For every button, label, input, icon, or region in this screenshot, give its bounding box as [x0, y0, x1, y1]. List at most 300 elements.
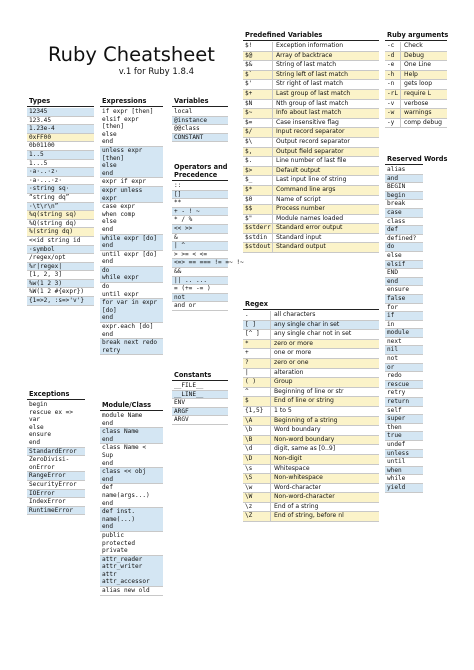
- constants-list: [172, 382, 228, 425]
- types-item: ·\t\r\n”: [27, 203, 94, 212]
- predefined-row: [243, 176, 379, 186]
- predefined-row: [243, 196, 379, 206]
- module-class-item: module Name end: [100, 412, 163, 428]
- row-description: Case insensitive flag: [276, 118, 339, 126]
- predefined-row: [243, 157, 379, 167]
- row-key: $$: [243, 205, 273, 214]
- reserved-words-heading: Reserved Words: [387, 155, 448, 163]
- row-key: $': [243, 80, 273, 89]
- row-key: $~: [243, 109, 273, 118]
- reserved-words-section: [385, 154, 448, 493]
- reserved-item: break: [385, 200, 423, 209]
- predefined-row: [243, 71, 379, 81]
- module-class-item: def inst. name(...) end: [100, 508, 163, 532]
- reserved-item: alias: [385, 166, 423, 175]
- expressions-item: unless expr [then] else end: [100, 147, 163, 178]
- row-key: $stdin: [243, 234, 273, 243]
- row-key: ^: [243, 388, 271, 397]
- operators-item: << >>: [172, 225, 228, 234]
- reserved-item: and: [385, 175, 423, 184]
- operators-item: = (+= -= ): [172, 285, 228, 294]
- types-item: ·a·..·z·: [27, 168, 94, 177]
- row-description: Help: [404, 70, 418, 78]
- operators-item: | ^: [172, 242, 228, 251]
- row-key: -d: [385, 52, 401, 61]
- ruby-args-row: [385, 119, 447, 129]
- predefined-row: [243, 167, 379, 177]
- expressions-item: expr if expr: [100, 178, 163, 187]
- row-description: Process number: [276, 205, 325, 213]
- reserved-item: while: [385, 475, 423, 484]
- row-key: $`: [243, 71, 273, 80]
- regex-row: [243, 465, 379, 475]
- row-description: Exception information: [276, 42, 344, 49]
- regex-row: [243, 397, 379, 407]
- predefined-row: [243, 215, 379, 225]
- predefined-row: [243, 109, 379, 119]
- row-description: Standard error output: [276, 224, 343, 232]
- row-description: End of line or string: [274, 397, 334, 405]
- types-item: %W(1 2 #{expr}): [27, 288, 94, 297]
- row-key: ( ): [243, 378, 271, 387]
- module-class-item: def name(args...) end: [100, 484, 163, 508]
- row-key: +: [243, 349, 271, 358]
- expressions-item: until expr [do] end: [100, 251, 163, 267]
- row-key: $.: [243, 157, 273, 166]
- row-description: End of a string: [274, 502, 319, 510]
- types-item: <<id string id: [27, 237, 94, 246]
- row-description: warnings: [404, 109, 432, 117]
- reserved-item: self: [385, 407, 423, 416]
- row-description: Beginning of a string: [274, 416, 338, 424]
- module-class-item: class Name end: [100, 428, 163, 444]
- expressions-item: break next redo retry: [100, 339, 163, 355]
- row-key: -n: [385, 80, 401, 89]
- operators-item: not: [172, 294, 228, 303]
- operators-item: * / %: [172, 216, 228, 225]
- predefined-row: [243, 42, 379, 52]
- regex-row: [243, 388, 379, 398]
- exceptions-item: SecurityError: [27, 481, 85, 490]
- types-item: 1...5: [27, 160, 94, 169]
- row-description: Name of script: [276, 195, 321, 203]
- operators-item: || .. ...: [172, 277, 228, 286]
- expressions-heading: Expressions: [100, 96, 163, 107]
- reserved-item: BEGIN: [385, 183, 423, 192]
- module-class-item: class Name < Sup end: [100, 444, 163, 468]
- regex-row: [243, 503, 379, 513]
- regex-row: [243, 369, 379, 379]
- ruby-arguments-heading: Ruby arguments: [387, 31, 449, 39]
- regex-row: [243, 474, 379, 484]
- module-class-section: [100, 400, 163, 596]
- operators-section: [172, 162, 244, 311]
- types-item: ·string sq·: [27, 185, 94, 194]
- ruby-args-row: [385, 90, 447, 100]
- row-description: Output record separator: [276, 137, 350, 145]
- reserved-item: rescue: [385, 381, 423, 390]
- operators-item: and or: [172, 302, 228, 311]
- variables-item: @@class: [172, 125, 228, 134]
- row-description: Command line args: [276, 185, 336, 193]
- row-key: $/: [243, 128, 273, 137]
- variables-heading: Variables: [172, 96, 228, 107]
- row-description: Word boundary: [274, 426, 321, 434]
- predefined-row: [243, 61, 379, 71]
- reserved-item: elsif: [385, 261, 423, 270]
- row-description: Non-digit: [274, 454, 302, 462]
- regex-row: [243, 436, 379, 446]
- row-key: \w: [243, 484, 271, 493]
- row-description: any single char not in set: [274, 330, 352, 338]
- row-key: $@: [243, 52, 273, 61]
- predefined-row: [243, 243, 379, 253]
- reserved-words-list: [385, 166, 423, 493]
- ruby-args-row: [385, 109, 447, 119]
- row-description: Line number of last file: [276, 157, 347, 165]
- reserved-item: or: [385, 364, 423, 373]
- reserved-item: return: [385, 398, 423, 407]
- regex-row: [243, 349, 379, 359]
- exceptions-list: [27, 401, 85, 515]
- row-description: Array of backtrace: [276, 51, 333, 59]
- types-item: 0b01100: [27, 142, 94, 151]
- row-description: comp debug: [404, 118, 443, 126]
- row-key: $": [243, 215, 273, 224]
- reserved-item: nil: [385, 346, 423, 355]
- row-key: $+: [243, 90, 273, 99]
- predefined-row: [243, 80, 379, 90]
- exceptions-item: RuntimeError: [27, 507, 85, 516]
- types-item: /regex/opt: [27, 254, 94, 263]
- variables-section: [172, 96, 228, 142]
- types-item: 1..5: [27, 151, 94, 160]
- row-description: all characters: [274, 311, 316, 318]
- row-key: $=: [243, 119, 273, 128]
- reserved-item: for: [385, 304, 423, 313]
- row-description: String left of last match: [276, 70, 348, 78]
- operators-item: &: [172, 234, 228, 243]
- regex-row: [243, 445, 379, 455]
- types-section: [27, 96, 94, 306]
- regex-row: [243, 359, 379, 369]
- types-item: 1.23e-4: [27, 125, 94, 134]
- row-key: -y: [385, 119, 401, 128]
- variables-item: local: [172, 108, 228, 117]
- module-class-item: attr_reader attr_writer attr attr_accessor: [100, 556, 163, 587]
- row-description: any single char in set: [274, 320, 340, 328]
- row-description: verbose: [404, 99, 429, 107]
- constants-item: ARGF: [172, 408, 228, 417]
- row-key: [^ ]: [243, 330, 271, 339]
- page-subtitle: v.1 for Ruby 1.8.4: [118, 67, 194, 77]
- variables-list: [172, 108, 228, 142]
- row-key: \W: [243, 493, 271, 502]
- row-description: Non-word boundary: [274, 435, 335, 443]
- operators-item: > >= < <=: [172, 251, 228, 260]
- predefined-variables-heading: Predefined Variables: [243, 30, 379, 41]
- row-description: String of last match: [276, 61, 337, 69]
- types-list: [27, 108, 94, 306]
- regex-row: [243, 455, 379, 465]
- row-description: Str right of last match: [276, 80, 343, 88]
- reserved-item: if: [385, 312, 423, 321]
- expressions-item: do while expr: [100, 267, 163, 283]
- types-item: %r|regex|: [27, 263, 94, 272]
- predefined-row: [243, 52, 379, 62]
- exceptions-item: RangeError: [27, 472, 85, 481]
- types-item: %Q(string dq): [27, 220, 94, 229]
- regex-section: [243, 299, 379, 522]
- module-class-heading: Module/Class: [100, 400, 163, 411]
- regex-row: [243, 512, 379, 522]
- predefined-row: [243, 234, 379, 244]
- types-item: %(string dq): [27, 228, 94, 237]
- row-key: -v: [385, 100, 401, 109]
- row-key: $: [243, 397, 271, 406]
- row-description: require L: [404, 89, 431, 97]
- reserved-item: case: [385, 209, 423, 218]
- predefined-row: [243, 100, 379, 110]
- ruby-args-row: [385, 71, 447, 81]
- reserved-item: do: [385, 243, 423, 252]
- row-description: digit, same as [0..9]: [274, 445, 336, 453]
- regex-row: [243, 311, 379, 321]
- exceptions-heading: Exceptions: [27, 389, 85, 400]
- row-key: $,: [243, 148, 273, 157]
- row-description: Non-whitespace: [274, 474, 323, 482]
- title-block: [48, 43, 215, 78]
- reserved-item: ensure: [385, 286, 423, 295]
- reserved-item: def: [385, 226, 423, 235]
- regex-row: [243, 321, 379, 331]
- reserved-item: false: [385, 295, 423, 304]
- operators-item: &&: [172, 268, 228, 277]
- reserved-item: super: [385, 415, 423, 424]
- regex-row: [243, 426, 379, 436]
- row-description: Info about last match: [276, 109, 342, 117]
- regex-table: [243, 311, 379, 522]
- regex-heading: Regex: [243, 299, 379, 310]
- row-description: Module names loaded: [276, 214, 344, 222]
- row-key: ?: [243, 359, 271, 368]
- predefined-row: [243, 224, 379, 234]
- reserved-item: end: [385, 278, 423, 287]
- row-key: {1,5}: [243, 407, 271, 416]
- types-item: 123.45: [27, 117, 94, 126]
- row-description: 1 to 5: [274, 406, 292, 414]
- row-description: Whitespace: [274, 464, 310, 472]
- reserved-item: until: [385, 458, 423, 467]
- row-key: $stderr: [243, 224, 273, 233]
- row-description: Beginning of line or str: [274, 387, 344, 395]
- row-key: -h: [385, 71, 401, 80]
- row-description: Input record separator: [276, 128, 345, 136]
- row-description: Last input line of string: [276, 176, 347, 184]
- types-item: %q(string sq): [27, 211, 94, 220]
- reserved-item: unless: [385, 450, 423, 459]
- row-key: \b: [243, 426, 271, 435]
- row-key: \S: [243, 474, 271, 483]
- module-class-item: alias new old: [100, 587, 163, 596]
- variables-item: CONSTANT: [172, 134, 228, 143]
- expressions-item: expr.each [do] end: [100, 323, 163, 339]
- module-class-item: class << obj end: [100, 468, 163, 484]
- ruby-arguments-section: [385, 30, 447, 128]
- row-key: -w: [385, 109, 401, 118]
- expressions-list: [100, 108, 163, 355]
- predefined-row: [243, 138, 379, 148]
- row-key: \z: [243, 503, 271, 512]
- module-class-list: [100, 412, 163, 596]
- row-key: $&: [243, 61, 273, 70]
- ruby-arguments-table: [385, 42, 447, 128]
- regex-row: [243, 378, 379, 388]
- operators-list: [172, 182, 244, 311]
- reserved-item: undef: [385, 441, 423, 450]
- row-description: Standard input: [276, 233, 322, 241]
- reserved-item: not: [385, 355, 423, 364]
- row-description: Output field separator: [276, 147, 344, 155]
- reserved-item: module: [385, 329, 423, 338]
- reserved-item: yield: [385, 484, 423, 493]
- predefined-variables-table: [243, 42, 379, 253]
- predefined-row: [243, 186, 379, 196]
- row-key: $_: [243, 176, 273, 185]
- operators-heading: Operators and Precedence: [174, 163, 228, 179]
- reserved-item: END: [385, 269, 423, 278]
- row-key: -rL: [385, 90, 401, 99]
- operators-item: + - ! ~: [172, 208, 228, 217]
- ruby-args-row: [385, 100, 447, 110]
- reserved-item: begin: [385, 192, 423, 201]
- row-key: $\: [243, 138, 273, 147]
- row-key: [ ]: [243, 321, 271, 330]
- row-key: $stdout: [243, 243, 273, 252]
- row-key: \s: [243, 465, 271, 474]
- row-key: \A: [243, 417, 271, 426]
- row-description: Nth group of last match: [276, 99, 349, 107]
- row-description: zero or more: [274, 339, 313, 347]
- row-key: *: [243, 340, 271, 349]
- row-description: End of string, before nl: [274, 512, 344, 520]
- expressions-section: [100, 96, 163, 355]
- exceptions-item: IOError: [27, 490, 85, 499]
- ruby-args-row: [385, 42, 447, 52]
- exceptions-item: begin rescue ex => var else ensure end: [27, 401, 85, 448]
- regex-row: [243, 484, 379, 494]
- constants-item: ENV: [172, 399, 228, 408]
- row-description: zero or one: [274, 358, 309, 366]
- row-key: -c: [385, 42, 401, 51]
- exceptions-item: IndexError: [27, 498, 85, 507]
- row-key: -e: [385, 61, 401, 70]
- reserved-item: in: [385, 321, 423, 330]
- expressions-item: expr unless expr: [100, 187, 163, 203]
- page-title: Ruby Cheatsheet: [48, 43, 215, 66]
- expressions-item: do until expr: [100, 283, 163, 299]
- operators-item: <=> == === != =~ !~: [174, 259, 244, 267]
- reserved-item: else: [385, 252, 423, 261]
- reserved-item: defined?: [385, 235, 423, 244]
- regex-row: [243, 417, 379, 427]
- predefined-row: [243, 148, 379, 158]
- row-key: $N: [243, 100, 273, 109]
- row-key: $!: [243, 42, 273, 51]
- types-item: ·a·...·z·: [27, 177, 94, 186]
- reserved-item: when: [385, 467, 423, 476]
- module-class-item: public protected private: [100, 532, 163, 556]
- predefined-variables-section: [243, 30, 379, 253]
- row-key: \d: [243, 445, 271, 454]
- row-description: Debug: [404, 51, 425, 59]
- operators-item: ::: [172, 182, 228, 191]
- regex-row: [243, 330, 379, 340]
- predefined-row: [243, 205, 379, 215]
- row-key: .: [243, 311, 271, 320]
- ruby-args-row: [385, 52, 447, 62]
- constants-item: __FILE__: [172, 382, 228, 391]
- row-description: Default output: [276, 166, 321, 174]
- types-item: 0xFF00: [27, 134, 94, 143]
- row-key: $*: [243, 186, 273, 195]
- regex-row: [243, 407, 379, 417]
- row-key: |: [243, 369, 271, 378]
- row-description: gets loop: [404, 80, 433, 88]
- exceptions-section: [27, 389, 85, 515]
- reserved-item: true: [385, 432, 423, 441]
- reserved-item: class: [385, 218, 423, 227]
- row-description: Standard output: [276, 243, 326, 251]
- row-description: one or more: [274, 349, 312, 357]
- regex-row: [243, 493, 379, 503]
- row-key: \Z: [243, 512, 271, 521]
- constants-heading: Constants: [172, 370, 228, 381]
- predefined-row: [243, 128, 379, 138]
- row-key: \B: [243, 436, 271, 445]
- regex-row: [243, 340, 379, 350]
- expressions-item: for var in expr [do] end: [100, 299, 163, 323]
- row-key: $0: [243, 196, 273, 205]
- row-description: One Line: [404, 61, 432, 69]
- predefined-row: [243, 90, 379, 100]
- types-item: ·symbol: [27, 246, 94, 255]
- constants-item: __LINE__: [172, 391, 228, 400]
- exceptions-item: ZeroDivisi- onError: [27, 456, 85, 472]
- expressions-item: while expr [do] end: [100, 235, 163, 251]
- row-description: Non-word-character: [274, 493, 335, 501]
- predefined-row: [243, 119, 379, 129]
- variables-item: @instance: [172, 117, 228, 126]
- types-item: %w(1 2 3): [27, 280, 94, 289]
- operators-item: **: [172, 199, 228, 208]
- exceptions-item: StandardError: [27, 448, 85, 457]
- types-item: 12345: [27, 108, 94, 117]
- row-description: Word-character: [274, 483, 322, 491]
- types-item: [1, 2, 3]: [27, 271, 94, 280]
- row-key: \D: [243, 455, 271, 464]
- expressions-item: if expr [then] elsif expr [then] else end: [100, 108, 163, 147]
- reserved-item: then: [385, 424, 423, 433]
- row-description: Last group of last match: [276, 89, 351, 97]
- expressions-item: case expr when comp else end: [100, 203, 163, 234]
- ruby-args-row: [385, 61, 447, 71]
- reserved-item: retry: [385, 389, 423, 398]
- reserved-item: next: [385, 338, 423, 347]
- row-description: Group: [274, 378, 293, 386]
- ruby-args-row: [385, 80, 447, 90]
- row-key: $>: [243, 167, 273, 176]
